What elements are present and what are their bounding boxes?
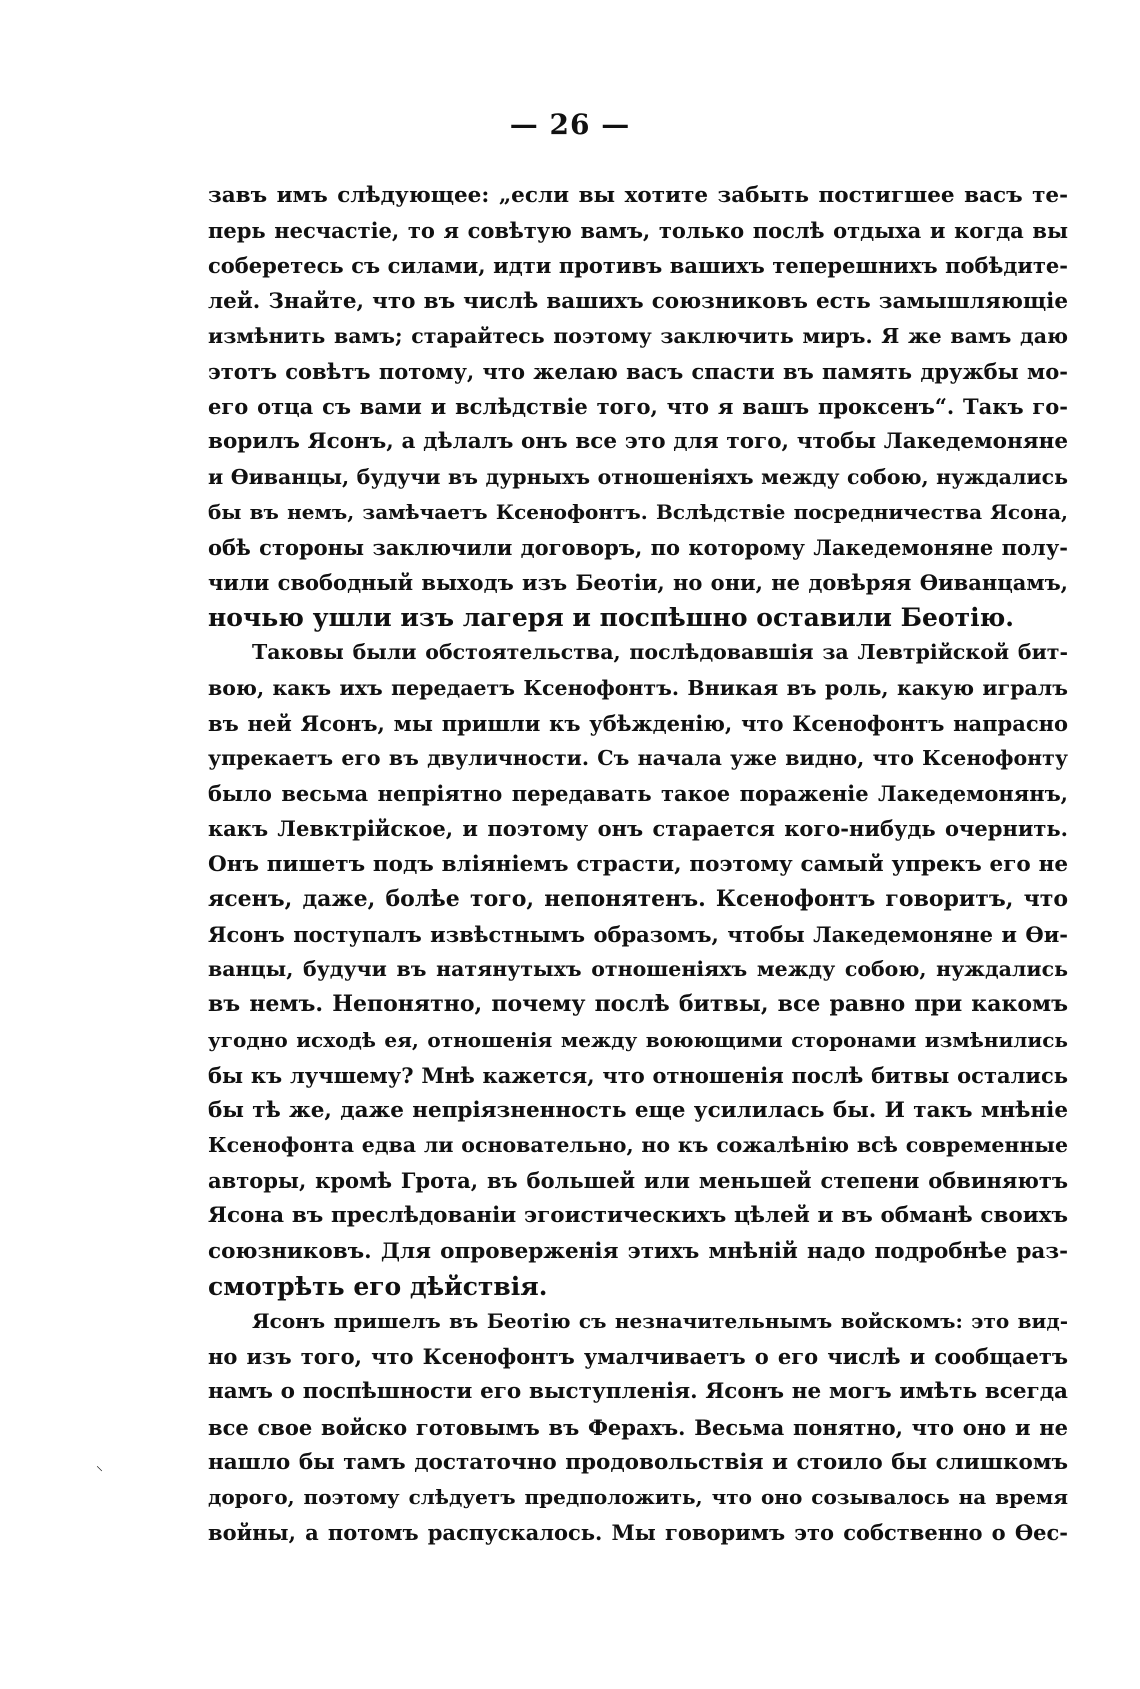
text-line: ванцы, будучи въ натянутыхъ отношеніяхъ между собою, нуждались [208,957,1068,982]
text-line: ворилъ Ясонъ, а дѣлалъ онъ все это для того, чтобы Лакедемоняне [208,429,1068,455]
text-line: чили свободный выходъ изъ Беотіи, но они, не довѣряя Ѳиванцамъ, [208,570,1068,596]
text-line: и Ѳиванцы, будучи въ дурныхъ отношеніяхъ между собою, нуждались [208,464,1068,489]
text-line: ночью ушли изъ лагеря и поспѣшно оставили Беотію. [208,603,1014,633]
body-text [208,178,1068,1550]
text-line: но изъ того, что Ксенофонтъ умалчиваетъ о его числѣ и сообщаетъ [208,1344,1068,1370]
text-line: войны, а потомъ распускалось. Мы говоримъ это собственно о Ѳес- [208,1520,1068,1546]
text-line: Онъ пишетъ подъ вліяніемъ страсти, поэтому самый упрекъ его не [208,851,1068,877]
text-line: союзниковъ. Для опроверженія этихъ мнѣній надо подробнѣе раз- [208,1238,1068,1264]
text-line: авторы, кромѣ Грота, въ большей или меньшей степени обвиняютъ [208,1168,1068,1194]
text-line: бы въ немъ, замѣчаетъ Ксенофонтъ. Вслѣдствіе посредничества Ясона, [208,499,1068,524]
text-line: этотъ совѣтъ потому, что желаю васъ спасти въ память дружбы мо- [208,358,1068,384]
text-line: Ясонъ пришелъ въ Беотію съ незначительнымъ войскомъ: это вид- [252,1309,1068,1333]
text-line: лей. Знайте, что въ числѣ вашихъ союзниковъ есть замышляющіе [208,288,1068,314]
page-number: — 26 — [509,108,631,141]
text-line: какъ Левктрійское, и поэтому онъ старается кого-нибудь очернить. [208,816,1068,842]
ink-speck: ⸌ [96,1464,103,1480]
text-line: угодно исходѣ ея, отношенія между воюющими сторонами измѣнились [208,1027,1068,1052]
text-line: завъ имъ слѣдующее: „если вы хотите забыть постигшее васъ те- [208,183,1068,208]
text-line: перь несчастіе, то я совѣтую вамъ, только послѣ отдыха и когда вы [208,218,1068,244]
text-line: Ксенофонта едва ли основательно, но къ сожалѣнію всѣ современные [208,1133,1068,1158]
text-line: дорого, поэтому слѣдуетъ предположить, что оно созывалось на время [208,1484,1068,1509]
text-line: смотрѣть его дѣйствія. [208,1271,548,1301]
text-line: бы тѣ же, даже непріязненность еще усилилась бы. И такъ мнѣніе [208,1097,1068,1123]
text-line: измѣнить вамъ; старайтесь поэтому заключить миръ. Я же вамъ даю [208,323,1068,348]
text-line: въ ней Ясонъ, мы пришли къ убѣжденію, что Ксенофонтъ напрасно [208,710,1068,736]
text-line: обѣ стороны заключили договоръ, по которому Лакедемоняне полу- [208,534,1068,560]
text-line: было весьма непріятно передавать такое пораженіе Лакедемонянъ, [208,781,1068,807]
text-line: все свое войско готовымъ въ Ферахъ. Весьма понятно, что оно и не [208,1414,1068,1440]
text-line: бы къ лучшему? Мнѣ кажется, что отношенія послѣ битвы остались [208,1062,1068,1088]
text-line: упрекаетъ его въ двуличности. Съ начала уже видно, что Ксенофонту [208,746,1068,770]
text-line: Таковы были обстоятельства, послѣдовавшія за Левтрійской бит- [252,640,1068,665]
text-line: Ясона въ преслѣдованіи эгоистическихъ цѣлей и въ обманѣ своихъ [208,1203,1068,1229]
text-line: соберетесь съ силами, идти противъ вашихъ теперешнихъ побѣдите- [208,253,1068,279]
text-line: его отца съ вами и вслѣдствіе того, что я вашъ проксенъ“. Такъ го- [208,394,1068,420]
text-line: въ немъ. Непонятно, почему послѣ битвы, все равно при какомъ [208,991,1068,1018]
text-line: намъ о поспѣшности его выступленія. Ясонъ не могъ имѣть всегда [208,1379,1068,1405]
text-line: Ясонъ поступалъ извѣстнымъ образомъ, чтобы Лакедемоняне и Ѳи- [208,921,1068,947]
text-line: нашло бы тамъ достаточно продовольствія и стоило бы слишкомъ [208,1449,1068,1475]
text-line: вою, какъ ихъ передаетъ Ксенофонтъ. Вникая въ роль, какую игралъ [208,675,1068,700]
text-line: ясенъ, даже, болѣе того, непонятенъ. Ксенофонтъ говоритъ, что [208,885,1068,912]
